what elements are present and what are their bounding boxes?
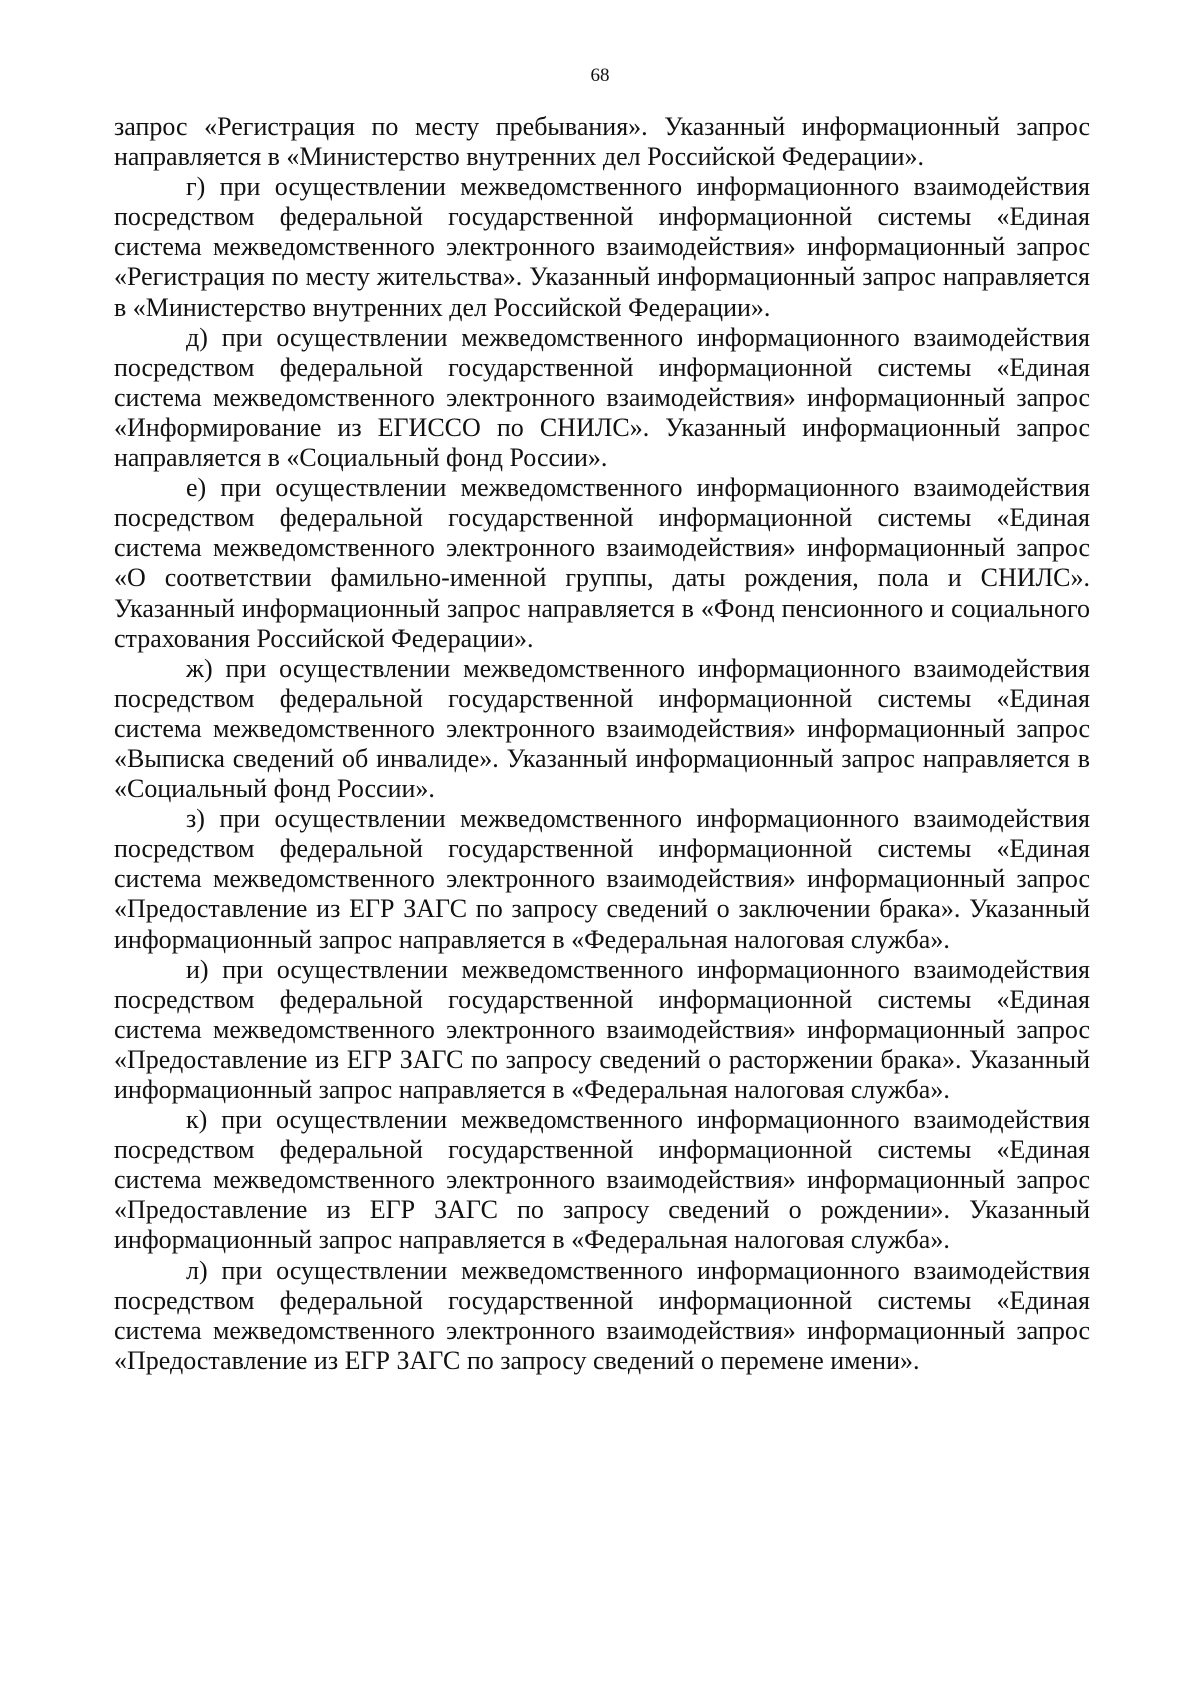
paragraph-item-e: е) при осуществлении межведомственного информационного взаимодействия посредством федеральной государственной информационной системы «Единая система межведомственного электронного взаимодействия» информационный запрос «О соответствии фамильно-именной группы, даты рождения, пола и СНИЛС». Указанный информационный запрос направляется в «Фонд пенсионного и социального страхования Российской Федерации». xyxy=(114,473,1090,653)
paragraph-item-k: к) при осуществлении межведомственного информационного взаимодействия посредством федеральной государственной информационной системы «Единая система межведомственного электронного взаимодействия» информационный запрос «Предоставление из ЕГР ЗАГС по запросу сведений о рождении». Указанный информационный запрос направляется в «Федеральная налоговая служба». xyxy=(114,1105,1090,1255)
document-body xyxy=(114,112,1090,1376)
paragraph-item-zh: ж) при осуществлении межведомственного информационного взаимодействия посредством федеральной государственной информационной системы «Единая система межведомственного электронного взаимодействия» информационный запрос «Выписка сведений об инвалиде». Указанный информационный запрос направляется в «Социальный фонд России». xyxy=(114,653,1090,804)
paragraph-item-l: л) при осуществлении межведомственного информационного взаимодействия посредством федеральной государственной информационной системы «Единая система межведомственного электронного взаимодействия» информационный запрос «Предоставление из ЕГР ЗАГС по запросу сведений о перемене имени». xyxy=(114,1255,1090,1375)
paragraph-continuation: запрос «Регистрация по месту пребывания». Указанный информационный запрос направляется в «Министерство внутренних дел Российской Федерации». xyxy=(114,112,1090,172)
paragraph-item-z: з) при осуществлении межведомственного информационного взаимодействия посредством федеральной государственной информационной системы «Единая система межведомственного электронного взаимодействия» информационный запрос «Предоставление из ЕГР ЗАГС по запросу сведений о заключении брака». Указанный информационный запрос направляется в «Федеральная налоговая служба». xyxy=(114,804,1090,954)
page-number: 68 xyxy=(590,65,610,86)
paragraph-item-g: г) при осуществлении межведомственного информационного взаимодействия посредством федеральной государственной информационной системы «Единая система межведомственного электронного взаимодействия» информационный запрос «Регистрация по месту жительства». Указанный информационный запрос направляется в «Министерство внутренних дел Российской Федерации». xyxy=(114,172,1090,322)
paragraph-item-i: и) при осуществлении межведомственного информационного взаимодействия посредством федеральной государственной информационной системы «Единая система межведомственного электронного взаимодействия» информационный запрос «Предоставление из ЕГР ЗАГС по запросу сведений о расторжении брака». Указанный информационный запрос направляется в «Федеральная налоговая служба». xyxy=(114,954,1090,1104)
paragraph-item-d: д) при осуществлении межведомственного информационного взаимодействия посредством федеральной государственной информационной системы «Единая система межведомственного электронного взаимодействия» информационный запрос «Информирование из ЕГИССО по СНИЛС». Указанный информационный запрос направляется в «Социальный фонд России». xyxy=(114,322,1090,473)
